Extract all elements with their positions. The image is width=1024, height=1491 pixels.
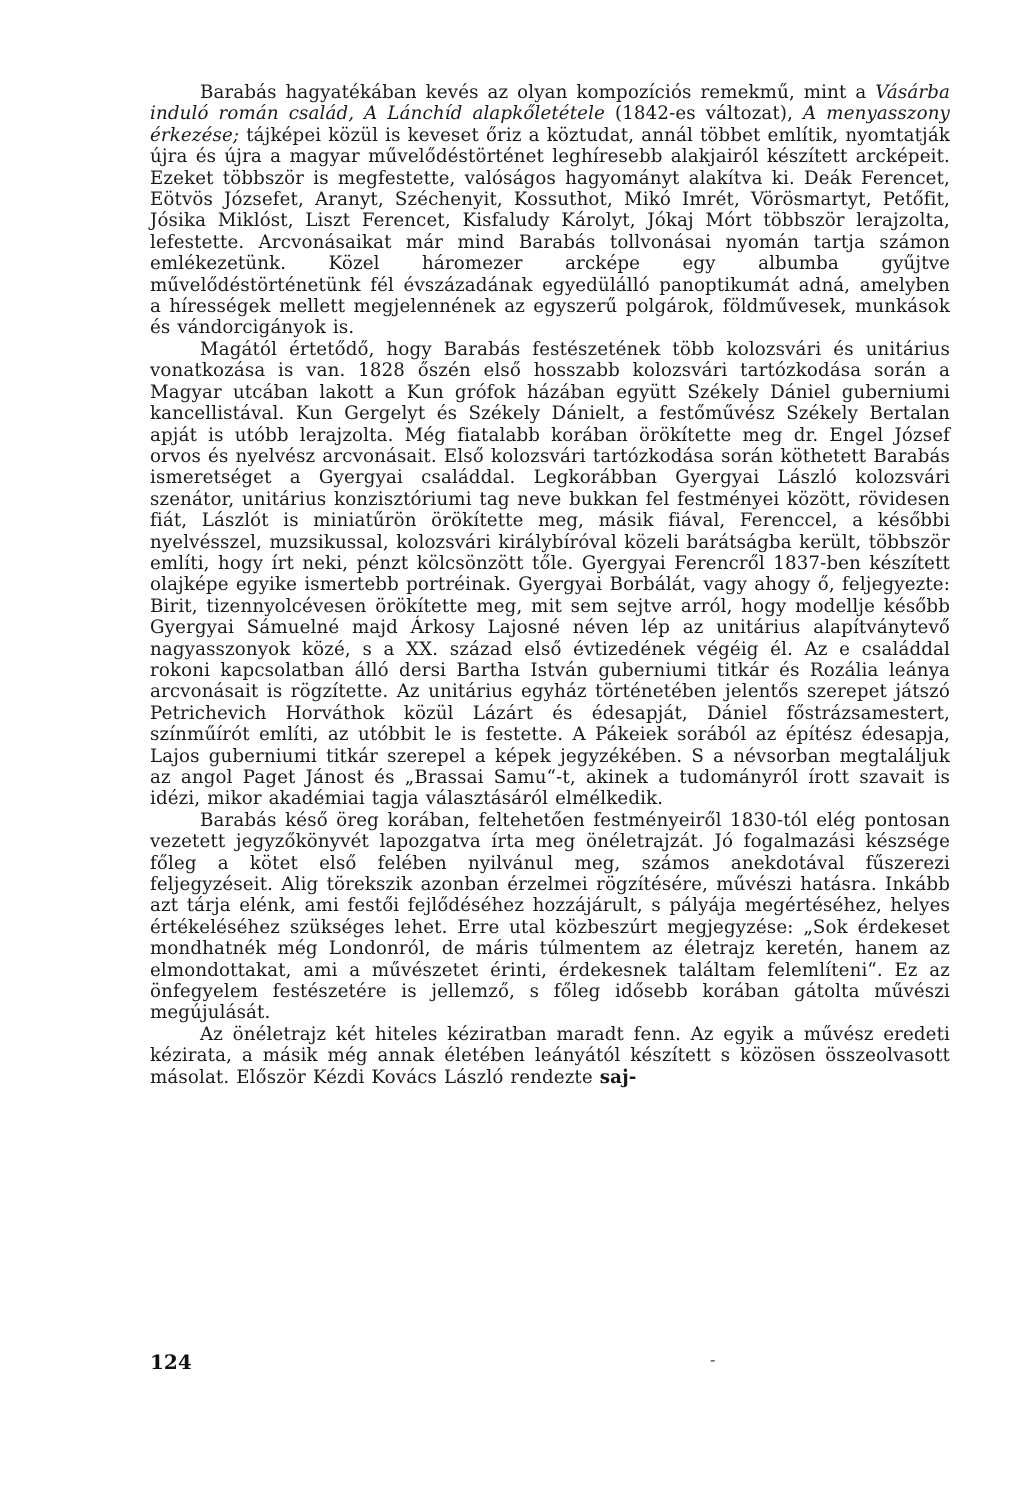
paragraph-3-text: Barabás késő öreg korában, feltehetően festményeiről 1830-tól elég pontosan vezetett jegyzőkönyvét lapozgatva írta meg önéletrajzát. Jó fogalmazási készsége főleg a kötet első felében nyilvánul meg, számos anekdotával fűszerezi feljegyzéseit. Alig törekszik azonban érzelmei rögzítésére, művészi hatásra. Inkább azt tárja elénk, ami festői fejlődéséhez hozzájárult, s pályája megértéséhez, helyes értékeléséhez szükséges lehet. Erre utal közbeszúrt megjegyzése: „Sok érdekeset mondhatnék még Londonról, de máris túlmentem az életrajz keretén, hanem az elmondottakat, ami a művészetet érinti, érdekesnek találtam felemlíteni“. Ez az önfegyelem festészetére is jellemző, s főleg idősebb korában gátolta művészi megújulását. [150, 809, 950, 1024]
paragraph-1-text-a: Barabás hagyatékában kevés az olyan kompozíciós remekmű, mint a [200, 82, 876, 103]
paragraph-4-text: Az önéletrajz két hiteles kéziratban maradt fenn. Az egyik a művész eredeti kézirata, a másik még annak életében leányától készített s közösen összeolvasott másolat. Először Kézdi Kovács László rendezte [150, 1023, 950, 1088]
paragraph-1 [150, 82, 950, 339]
paragraph-4 [150, 1024, 950, 1088]
paragraph-2 [150, 339, 950, 810]
paragraph-4-hyphenated-word: saj- [599, 1066, 637, 1088]
paragraph-1-text-e: tájképei közül is keveset őriz a köztudat, annál többet említik, nyomtatják újra és újra a magyar művelődéstörténet leghíresebb alakjairól készített arcképeit. Ezeket többször is megfestette, valóságos hagyományt alakítva ki. Deák Ferencet, Eötvös Józsefet, Aranyt, Széchenyit, Kossuthot, Mikó Imrét, Vörösmartyt, Petőfit, Jósika Miklóst, Liszt Ferencet, Kisfaludy Károlyt, Jókaj Mórt többször lerajzolta, lefestette. Arcvonásaikat már mind Barabás tollvonásai nyomán tartja számon emlékezetünk. Közel háromezer arcképe egy albumba gyűjtve művelődéstörténetünk fél évszázadának egyedülálló panoptikumát adná, amelyben a hírességek mellett megjelennének az egyszerű polgárok, földművesek, munkások és vándorcigányok is. [150, 124, 950, 339]
page-footer [150, 1350, 950, 1380]
paragraph-2-text: Magától értetődő, hogy Barabás festészetének több kolozsvári és unitárius vonatkozása is van. 1828 őszén első hosszabb kolozsvári tartózkodása során a Magyar utcában lakott a Kun grófok házában együtt Székely Dániel guberniumi kancellistával. Kun Gergelyt és Székely Dánielt, a festőművész Székely Bertalan apját is utóbb lerajzolta. Még fiatalabb korában örökítette meg dr. Engel József orvos és nyelvész arcvonásait. Első kolozsvári tartózkodása során köthetett Barabás ismeretséget a Gyergyai családdal. Legkorábban Gyergyai László kolozsvári szenátor, unitárius konzisztóriumi tag neve bukkan fel festményei között, rövidesen fiát, Lászlót is miniatűrön örökítette meg, másik fiával, Ferenccel, a későbbi nyelvésszel, muzsikussal, kolozsvári királybíróval közeli barátságba került, többször említi, hogy írt neki, pénzt kölcsönzött tőle. Gyergyai Ferencről 1837-ben készített olajképe egyike ismertebb portréinak. Gyergyai Borbálát, vagy ahogy ő, feljegyezte: Birit, tizennyolcévesen örökítette meg, mit sem sejtve arról, hogy modellje később Gyergyai Sámuelné majd Árkosy Lajosné néven lép az unitárius alapítványtevő nagyasszonyok közé, s a XX. század első évtizedének végéig él. Az e családdal rokoni kapcsolatban álló dersi Bartha István guberniumi titkár és Rozália leánya arcvonásait is rögzítette. Az unitárius egyház történetében jelentős szerepet játszó Petrichevich Horváthok közül Lázárt és édesapját, Dániel főstrázsamestert, színműírót említi, az utóbbit le is festette. A Pákeiek sorából az építész édesapja, Lajos guberniumi titkár szerepel a képek jegyzékében. S a névsorban megtaláljuk az angol Paget Jánost és „Brassai Samu“-t, akinek a tudományról írott szavait is idézi, mikor akadémiai tagja választásáról elmélkedik. [150, 338, 950, 810]
footer-mark: - [710, 1350, 716, 1369]
paragraph-1-italic-titles: Vásárba induló román család, A Lánchíd alapkőletétele [150, 82, 950, 125]
paragraph-1-text-c: (1842-es változat), [604, 103, 804, 125]
paragraph-1-italic-title-2: A menyasszony érkezése; [150, 103, 950, 146]
paragraph-3 [150, 810, 950, 1024]
page-number: 124 [150, 1350, 192, 1374]
document-page [150, 82, 950, 1088]
